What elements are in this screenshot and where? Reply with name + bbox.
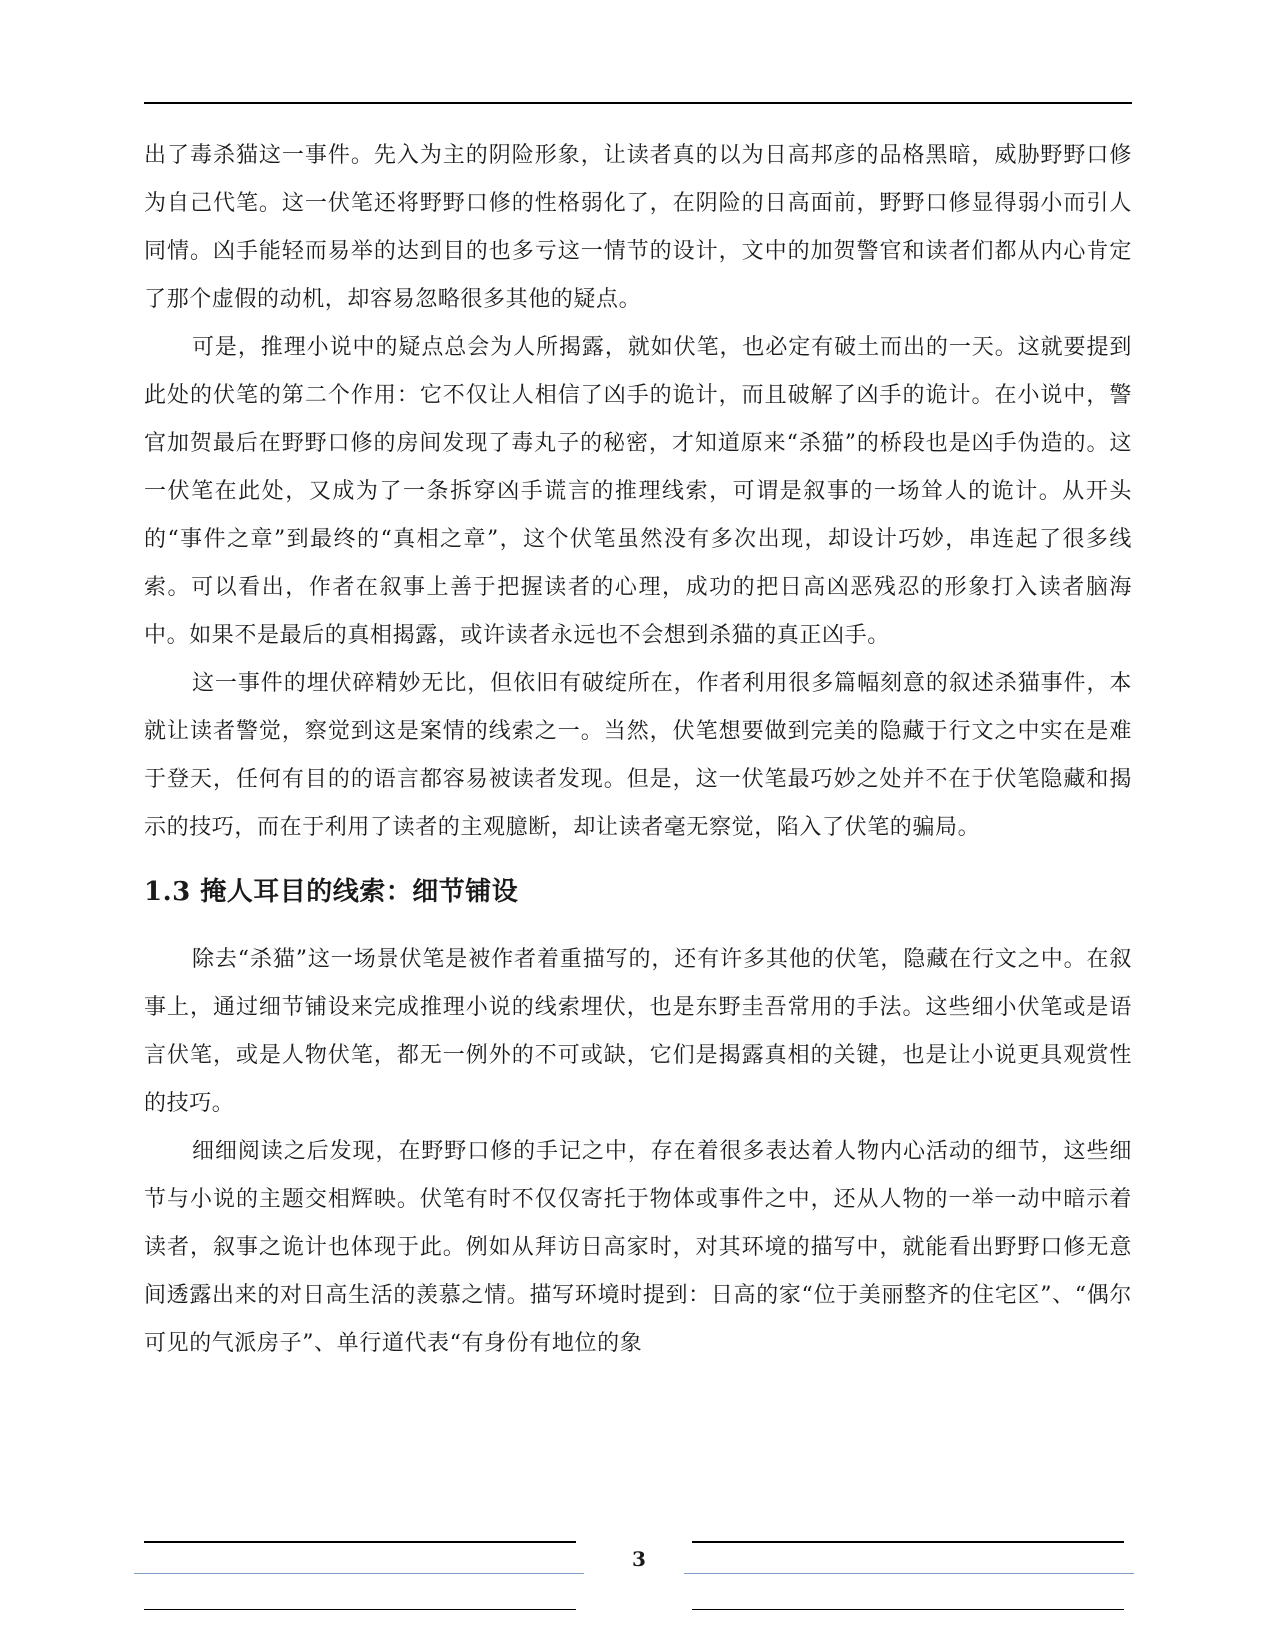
footer-rule-blue-left [134, 1573, 584, 1574]
paragraph: 出了毒杀猫这一事件。先入为主的阴险形象，让读者真的以为日高邦彦的品格黑暗，威胁野野口修为自己代笔。这一伏笔还将野野口修的性格弱化了，在阴险的日高面前，野野口修显得弱小而引人同情。凶手能轻而易举的达到目的也多亏这一情节的设计，文中的加贺警官和读者们都从内心肯定了那个虚假的动机，却容易忽略很多其他的疑点。 [144, 143, 1132, 312]
paragraph: 细细阅读之后发现，在野野口修的手记之中，存在着很多表达着人物内心活动的细节，这些细节与小说的主题交相辉映。伏笔有时不仅仅寄托于物体或事件之中，还从人物的一举一动中暗示着读者，叙事之诡计也体现于此。例如从拜访日高家时，对其环境的描写中，就能看出野野口修无意间透露出来的对日高生活的羡慕之情。描写环境时提到：日高的家“位于美丽整齐的住宅区”、“偶尔可见的气派房子”、单行道代表“有身份有地位的象 [144, 1139, 1132, 1356]
footer-rule-bottom-left [144, 1609, 576, 1610]
document-body [144, 132, 1132, 1368]
footer-rule-blue-right [684, 1573, 1134, 1574]
footer-rule-bottom-right [692, 1609, 1124, 1610]
header-rule [144, 102, 1132, 104]
footer-rule-top-left [144, 1541, 576, 1543]
paragraph: 这一事件的埋伏碎精妙无比，但依旧有破绽所在，作者利用很多篇幅刻意的叙述杀猫事件，本就让读者警觉，察觉到这是案情的线索之一。当然，伏笔想要做到完美的隐藏于行文之中实在是难于登天，任何有目的的语言都容易被读者发现。但是，这一伏笔最巧妙之处并不在于伏笔隐藏和揭示的技巧，而在于利用了读者的主观臆断，却让读者毫无察觉，陷入了伏笔的骗局。 [144, 671, 1132, 840]
paragraph: 除去“杀猫”这一场景伏笔是被作者着重描写的，还有许多其他的伏笔，隐藏在行文之中。在叙事上，通过细节铺设来完成推理小说的线索埋伏，也是东野圭吾常用的手法。这些细小伏笔或是语言伏笔，或是人物伏笔，都无一例外的不可或缺，它们是揭露真相的关键，也是让小说更具观赏性的技巧。 [144, 947, 1132, 1116]
page-footer [134, 1535, 1144, 1615]
section-heading: 1.3 掩人耳目的线索：细节铺设 [144, 877, 519, 907]
page-number: 3 [632, 1547, 646, 1571]
paragraph: 可是，推理小说中的疑点总会为人所揭露，就如伏笔，也必定有破土而出的一天。这就要提到此处的伏笔的第二个作用：它不仅让人相信了凶手的诡计，而且破解了凶手的诡计。在小说中，警官加贺最后在野野口修的房间发现了毒丸子的秘密，才知道原来“杀猫”的桥段也是凶手伪造的。这一伏笔在此处，又成为了一条拆穿凶手谎言的推理线索，可谓是叙事的一场耸人的诡计。从开头的“事件之章”到最终的“真相之章”，这个伏笔虽然没有多次出现，却设计巧妙，串连起了很多线索。可以看出，作者在叙事上善于把握读者的心理，成功的把日高凶恶残忍的形象打入读者脑海中。如果不是最后的真相揭露，或许读者永远也不会想到杀猫的真正凶手。 [144, 335, 1132, 648]
footer-rule-top-right [692, 1541, 1124, 1543]
